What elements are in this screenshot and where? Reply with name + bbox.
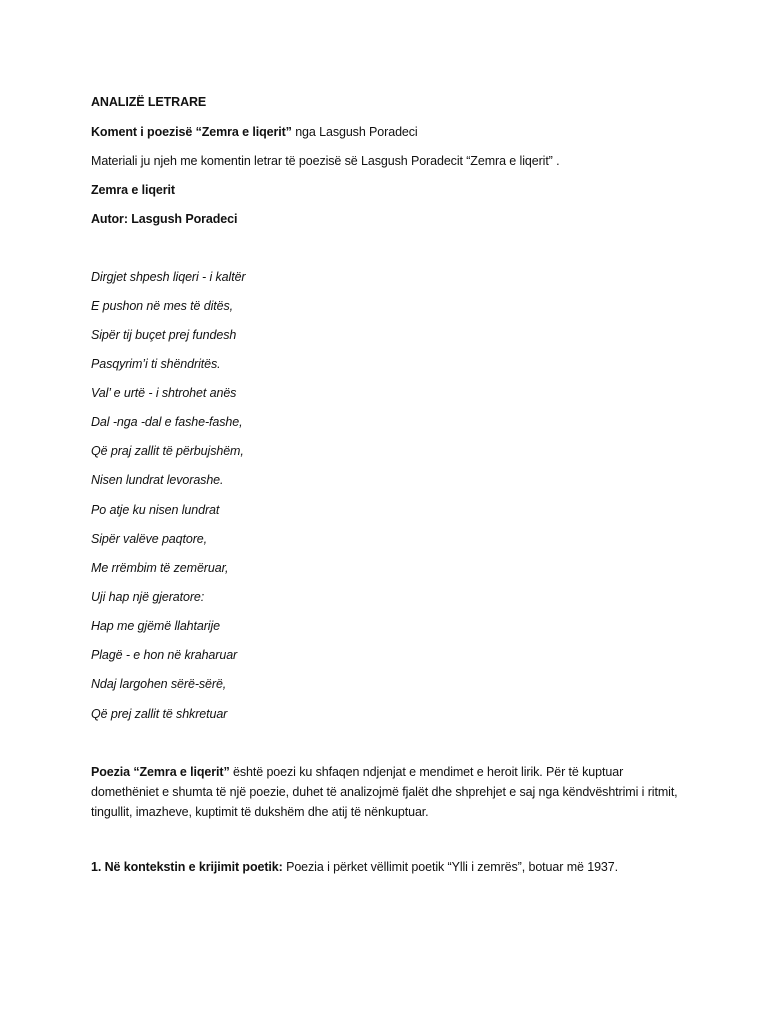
poem-line: Me rrëmbim të zemëruar, xyxy=(91,561,229,575)
poem-line: Uji hap një gjeratore: xyxy=(91,590,205,604)
poem-line: Val’ e urtë - i shtrohet anës xyxy=(91,386,237,400)
poem-line: Ndaj largohen sërë-sërë, xyxy=(91,677,227,691)
poem-line: Plagë - e hon në kraharuar xyxy=(91,648,238,662)
section-1-text: Poezia i përket vëllimit poetik “Ylli i zemrës”, botuar më 1937. xyxy=(282,860,619,874)
document-page xyxy=(91,0,691,1024)
poem-line: Nisen lundrat levorashe. xyxy=(91,473,224,487)
section-1-label: 1. Në kontekstin e krijimit poetik: xyxy=(91,860,283,874)
poem-line: Dirgjet shpesh liqeri - i kaltër xyxy=(91,270,246,284)
poem-author: Autor: Lasgush Poradeci xyxy=(91,212,238,226)
poem-line: E pushon në mes të ditës, xyxy=(91,299,234,313)
document-heading: ANALIZË LETRARE xyxy=(91,95,207,109)
poem-line: Sipër tij buçet prej fundesh xyxy=(91,328,237,342)
poem-title: Zemra e liqerit xyxy=(91,183,175,197)
poem-line: Që praj zallit të përbujshëm, xyxy=(91,444,244,458)
analysis-text: është poezi ku shfaqen ndjenjat e mendimet e heroit lirik. Për të kuptuar domethëniet e shumta të një poezie, duhet të analizojmë fjalët dhe shprehjet e saj nga këndvështrimi i ritmit, tingullit, imazheve, kuptimit të dukshëm dhe atij të nënkuptuar. xyxy=(91,765,678,819)
poem-line: Po atje ku nisen lundrat xyxy=(91,503,220,517)
intro-text: Materiali ju njeh me komentin letrar të poezisë së Lasgush Poradecit “Zemra e liqerit” . xyxy=(91,154,560,168)
poem-line: Pasqyrim’i ti shëndritës. xyxy=(91,357,221,371)
section-1 xyxy=(91,859,618,875)
poem-line: Që prej zallit të shkretuar xyxy=(91,707,228,721)
subtitle-normal: nga Lasgush Poradeci xyxy=(291,125,418,139)
poem-line: Sipër valëve paqtore, xyxy=(91,532,208,546)
poem-line: Hap me gjëmë llahtarije xyxy=(91,619,221,633)
document-subtitle xyxy=(91,124,418,140)
poem-line: Dal -nga -dal e fashe-fashe, xyxy=(91,415,243,429)
subtitle-bold: Koment i poezisë “Zemra e liqerit” xyxy=(91,125,292,139)
analysis-lead: Poezia “Zemra e liqerit” xyxy=(91,765,230,779)
analysis-paragraph xyxy=(91,762,681,822)
